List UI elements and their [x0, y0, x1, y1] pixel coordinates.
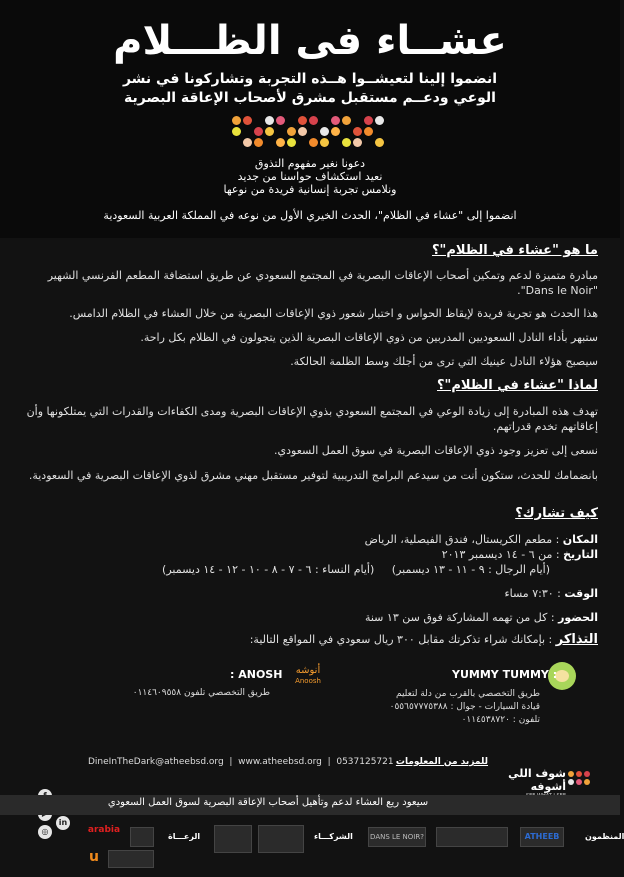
braille-dots-graphic [230, 114, 390, 148]
detail-label: التذاكر [555, 632, 598, 647]
footer-strip-text: سيعود ريع العشاء لدعم وتأهيل أصحاب الإعاقة البصرية لسوق العمل السعودي [107, 797, 429, 808]
brand-dot [576, 779, 582, 785]
anosh-logo-ar: أنوشه [295, 665, 321, 676]
u-fm-logo: u [89, 849, 99, 865]
braille-dot [342, 138, 351, 147]
braille-dot [265, 116, 274, 125]
instagram-icon[interactable]: ◎ [38, 825, 52, 839]
braille-dot [243, 138, 252, 147]
braille-dot [298, 127, 307, 136]
brand-name-ar: شوف اللي أشوفه [508, 767, 566, 793]
paragraph: بانضمامك للحدث، ستكون أنت من سيدعم البرامج التدريبية لتوفير مستقبل مهني مشرق لذوي الإعاقات البصرية في السعودية. [28, 469, 598, 482]
venue-line: تلفون : ٠١١٤٥٣٨٧٢٠ [461, 715, 540, 725]
detail-value: : مطعم الكريستال، فندق الفيصلية، الرياض [364, 533, 560, 546]
partners-label: الشركـــاء [314, 832, 353, 841]
braille-dot [287, 127, 296, 136]
partner-logo [258, 825, 304, 853]
detail-value: : ٧:٣٠ مساء [504, 587, 561, 600]
braille-dot [331, 116, 340, 125]
braille-dot [276, 116, 285, 125]
braille-dot [243, 116, 252, 125]
detail-value: : كل من تهمه المشاركة فوق سن ١٣ سنة [364, 611, 555, 624]
detail-place [22, 532, 598, 547]
alarabiya-logo: arabia [87, 825, 121, 835]
braille-dot [320, 127, 329, 136]
sponsor-logo [130, 827, 154, 847]
braille-dot [364, 127, 373, 136]
paragraph: هذا الحدث هو تجربة فريدة لإيقاظ الحواس و اختبار شعور ذوي الإعاقات البصرية من خلال العشاء في الظلام الدامس. [69, 307, 598, 320]
detail-label: المكان [562, 533, 598, 546]
braille-dot [364, 116, 373, 125]
braille-dot [276, 138, 285, 147]
men-days: (أيام الرجال : ٩ - ١١ - ١٣ ديسمبر) [391, 563, 550, 576]
brand-dot [568, 771, 574, 777]
paragraph: نسعى إلى تعزيز وجود ذوي الإعاقات البصرية في سوق العمل السعودي. [274, 444, 598, 457]
detail-time [22, 586, 598, 601]
venue-line: طريق التخصصي بالقرب من دلة لتعليم [395, 689, 540, 699]
venue-anosh-details: طريق التخصصي تلفون ٠١١٤٦٠٩٥٥٨ [132, 688, 270, 698]
tagline-line: ونلامس تجربة إنسانية فريدة من نوعها [223, 183, 397, 196]
brand-dot [584, 779, 590, 785]
detail-label: التاريخ [563, 548, 598, 561]
website-link[interactable]: www.atheebsd.org [238, 757, 322, 767]
partner-logo [214, 825, 252, 853]
brand-logo [500, 765, 600, 795]
contact-line: DineInTheDark@atheebsd.org | www.atheebsd.org | 0537125721 [88, 757, 394, 767]
venue-anosh-name: : ANOSH [230, 668, 283, 681]
brand-dots-icon [568, 767, 594, 793]
phone-number: 0537125721 [336, 757, 394, 767]
subtitle-line: الوعي ودعــم مستقبل مشرق لأصحاب الإعاقة البصرية [124, 90, 496, 106]
venue-yummy-details [340, 688, 540, 727]
braille-dot [342, 116, 351, 125]
header-subtitle [60, 70, 560, 108]
paragraph: سيصبح هؤلاء النادل عينيك التي ترى من أجلك وسط الظلمة الحالكة. [290, 355, 598, 368]
sponsors-label: الرعـــاة [168, 832, 201, 841]
braille-dot [353, 138, 362, 147]
brand-dot [584, 771, 590, 777]
braille-dot [232, 116, 241, 125]
women-days: (أيام النساء : ٦ - ٧ - ٨ - ١٠ - ١٢ - ١٤ ديسمبر) [162, 563, 375, 576]
braille-dot [232, 127, 241, 136]
detail-date [22, 547, 598, 562]
atheeb-logo: ATHEEB [520, 827, 564, 847]
organizers-label: المنظمون [585, 832, 624, 841]
tagline [160, 157, 460, 196]
braille-dot [331, 127, 340, 136]
section-title-how: كيف تشارك؟ [515, 506, 598, 521]
braille-dot [320, 138, 329, 147]
venue-line: قيادة السيارات - جوال : ٠٥٥٦٥٧٧٧٥٣٨٨ [389, 702, 540, 712]
email-link[interactable]: DineInTheDark@atheebsd.org [88, 757, 224, 767]
paragraph: مبادرة متميزة لدعم وتمكين أصحاب الإعاقات البصرية في المجتمع السعودي عن طريق استضافة المطعم الفرنسي الشهير "Dans le Noir". [47, 269, 598, 297]
detail-label: الوقت [564, 587, 598, 600]
braille-dot [309, 116, 318, 125]
brand-dot [576, 771, 582, 777]
partner-logos-row [0, 822, 624, 877]
braille-dot [375, 116, 384, 125]
detail-attendance [22, 610, 598, 625]
venue-yummy-name: YUMMY TUMMY : [452, 668, 558, 681]
sponsor-logo [108, 850, 154, 868]
anosh-logo-en: Anoosh [295, 677, 321, 685]
braille-dot [254, 138, 263, 147]
braille-dot [309, 138, 318, 147]
organizer-logo [436, 827, 508, 847]
braille-dot [353, 127, 362, 136]
anosh-logo [288, 666, 328, 686]
subtitle-line: انضموا إلينا لتعيشــوا هــذه التجربة وتشاركونا في نشر [122, 71, 498, 87]
braille-dot [375, 138, 384, 147]
dans-le-noir-logo: DANS LE NOIR? [368, 827, 426, 847]
tagline-line: نعيد استكشاف حواسنا من جديد [237, 170, 383, 183]
tagline-line: دعونا نغير مفهوم التذوق [254, 157, 366, 170]
brand-dot [568, 779, 574, 785]
detail-label: الحضور [558, 611, 598, 624]
detail-days [30, 562, 550, 577]
more-info-label: للمزيد من المعلومات [395, 757, 488, 767]
paragraph: ستبهر بأداء النادل السعوديين المدربين من ذوي الإعاقات البصرية الذين يتجولون في الظلام بكل راحة. [140, 331, 598, 344]
detail-value: : بإمكانك شراء تذكرتك مقابل ٣٠٠ ريال سعودي في المواقع التالية: [249, 633, 553, 646]
braille-dot [254, 127, 263, 136]
section-title-what: ما هو "عشاء في الظلام"؟ [432, 243, 598, 258]
braille-dot [265, 127, 274, 136]
intro-text: انضموا إلى "عشاء في الظلام"، الحدث الخيري الأول من نوعه في المملكة العربية السعودية [103, 209, 517, 222]
paragraph: تهدف هذه المبادرة إلى زيادة الوعي في المجتمع السعودي بذوي الإعاقات البصرية ومدى الكفاءات والقدرات التي يمتلكونها وأن إعاقاتهم تخدم قدراتهم. [26, 405, 598, 433]
section-title-why: لماذا "عشاء في الظلام"؟ [437, 378, 598, 393]
linkedin-icon[interactable]: in [56, 816, 70, 830]
braille-dot [298, 116, 307, 125]
detail-value: : من ٦ - ١٤ ديسمبر ٢٠١٣ [441, 548, 560, 561]
detail-tickets [22, 632, 598, 647]
page-title: عشــاء فى الظـــلام [113, 18, 507, 64]
braille-dot [287, 138, 296, 147]
